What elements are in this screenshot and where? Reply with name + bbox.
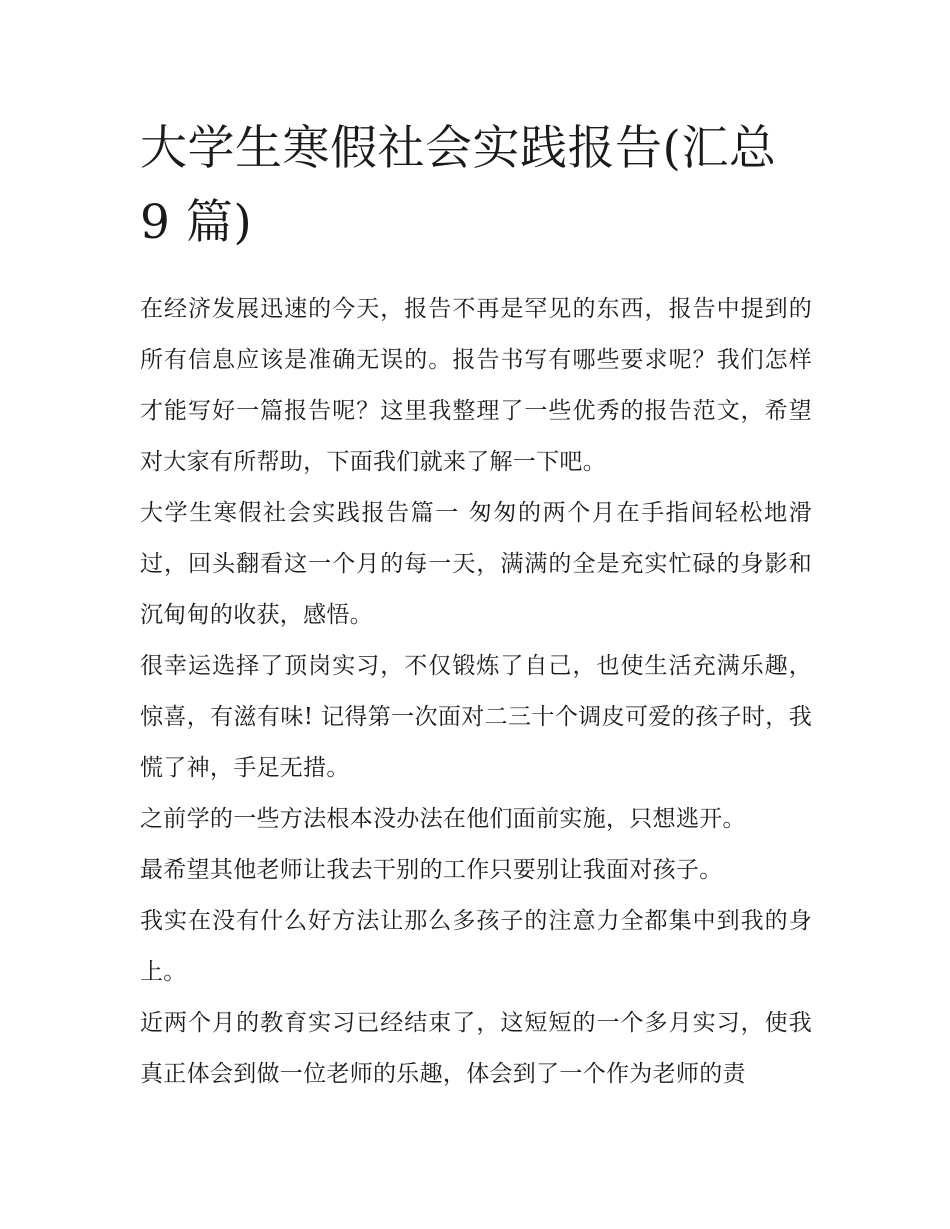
document-body [140, 284, 812, 1100]
document-title: 大学生寒假社会实践报告(汇总 9 篇) [140, 121, 777, 250]
paragraph-2: 很幸运选择了顶岗实习，不仅锻炼了自己，也使生活充满乐趣，惊喜，有滋有味! 记得第一次面对二三十个调皮可爱的孩子时，我慌了神，手足无措。 [140, 653, 812, 781]
document-page [140, 112, 812, 1100]
paragraph-intro: 在经济发展迅速的今天，报告不再是罕见的东西，报告中提到的所有信息应该是准确无误的。报告书写有哪些要求呢？我们怎样才能写好一篇报告呢？这里我整理了一些优秀的报告范文，希望对大家有所帮助，下面我们就来了解一下吧。 [140, 296, 812, 475]
paragraph-6: 近两个月的教育实习已经结束了，这短短的一个多月实习，使我真正体会到做一位老师的乐趣，体会到了一个作为老师的责 [140, 1010, 812, 1087]
paragraph-5: 我实在没有什么好方法让那么多孩子的注意力全都集中到我的身上。 [140, 908, 812, 985]
paragraph-4: 最希望其他老师让我去干别的工作只要别让我面对孩子。 [140, 857, 723, 883]
paragraph-3: 之前学的一些方法根本没办法在他们面前实施，只想逃开。 [140, 806, 746, 832]
paragraph-1: 大学生寒假社会实践报告篇一 匆匆的两个月在手指间轻松地滑过，回头翻看这一个月的每一天，满满的全是充实忙碌的身影和沉甸甸的收获，感悟。 [140, 500, 812, 628]
